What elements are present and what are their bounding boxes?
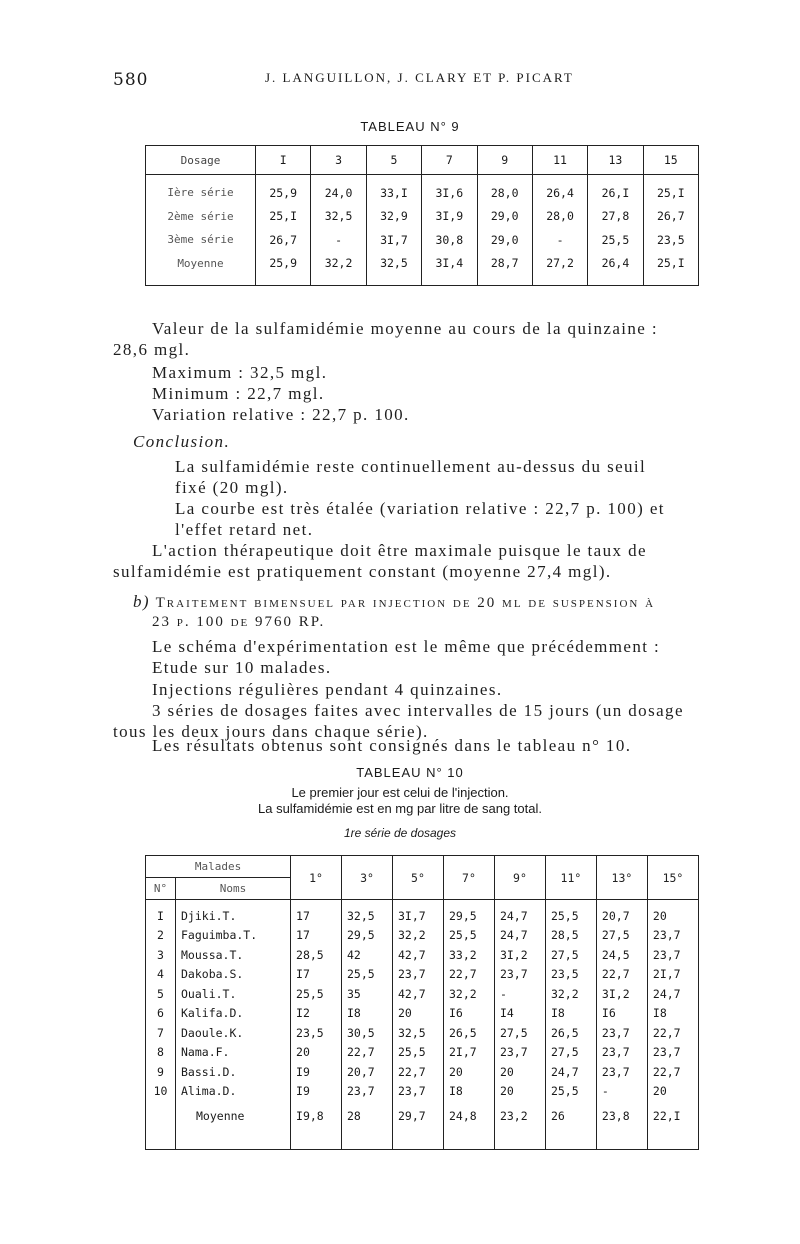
table-cell: 27,5 [596,926,647,946]
table-cell: 24,7 [647,984,698,1004]
average-cell: 24,8 [443,1101,494,1150]
table-cell: 25,5 [291,984,342,1004]
table-cell: 27,2 [532,252,587,286]
table-cell: 23,7 [494,1043,545,1063]
table-cell: 29,5 [342,926,393,946]
table-cell: 20 [291,1043,342,1063]
col-header: 11 [532,146,587,175]
average-label: Moyenne [176,1101,291,1150]
table-cell: 32,5 [311,205,366,229]
table-cell: 26,7 [256,228,311,252]
patient-number: 4 [146,965,176,985]
table-cell: 28,0 [532,205,587,229]
table-cell: 25,5 [545,1082,596,1102]
table-cell: 29,0 [477,205,532,229]
conclusion-2: La courbe est très étalée (variation relative : 22,7 p. 100) et [175,499,665,518]
table-cell: 3I,6 [422,175,477,205]
series-text: 3 séries de dosages faites avec intervalles de 15 jours (un dosage [152,701,684,720]
table-cell: 24,5 [596,945,647,965]
table-cell: I8 [342,1004,393,1024]
table-cell: 23,5 [291,1023,342,1043]
table-cell: 23,7 [392,965,443,985]
schema-text: Le schéma d'expérimentation est le même que précédemment : [152,637,661,656]
tableau-9-header-row [146,146,699,175]
patient-number: 7 [146,1023,176,1043]
conclusion-3: L'action thérapeutique doit être maximale puisque le taux de [152,541,647,560]
table-cell: 25,5 [392,1043,443,1063]
table-cell: 20,7 [342,1062,393,1082]
table-cell: 32,5 [392,1023,443,1043]
table-cell: I7 [291,965,342,985]
table-cell: 25,5 [342,965,393,985]
patient-name: Alima.D. [176,1082,291,1102]
table-cell: 20 [392,1004,443,1024]
table-row [146,1023,699,1043]
table-cell: 25,I [643,252,698,286]
series-text-cont: tous les deux jours dans chaque série). [113,722,429,741]
table-cell: 23,5 [643,228,698,252]
patient-name: Faguimba.T. [176,926,291,946]
table-cell: 28,0 [477,175,532,205]
patient-number: I [146,900,176,926]
table-cell: 2I,7 [443,1043,494,1063]
table-row [146,252,699,286]
patient-number: 10 [146,1082,176,1102]
malades-header: Malades [146,856,291,878]
average-cell: 29,7 [392,1101,443,1150]
patient-name: Djiki.T. [176,900,291,926]
noms-header: Noms [176,878,291,900]
table-cell: 22,7 [443,965,494,985]
table-row [146,900,699,926]
table-cell: 20 [494,1062,545,1082]
table-cell: 25,I [643,175,698,205]
table-cell: 24,7 [494,926,545,946]
table-cell: 25,9 [256,175,311,205]
table-cell: 32,2 [392,926,443,946]
col-header: I [256,146,311,175]
dosage-header: Dosage [146,146,256,175]
patient-number: 8 [146,1043,176,1063]
section-b-heading [133,591,655,614]
table-cell: 33,2 [443,945,494,965]
injections-text: Injections régulières pendant 4 quinzaines. [152,680,503,699]
tableau-10 [145,855,699,1150]
patient-number: 2 [146,926,176,946]
table-cell: - [311,228,366,252]
table-cell: 33,I [366,175,421,205]
table-cell: 17 [291,900,342,926]
patient-number: 9 [146,1062,176,1082]
table-cell: 25,5 [545,900,596,926]
col-header: 3 [311,146,366,175]
table-cell: 3I,9 [422,205,477,229]
table-cell: I9 [291,1082,342,1102]
table-cell: 3I,2 [596,984,647,1004]
text-valeur-cont: 28,6 mgl. [113,340,191,359]
schema-text-cont: Etude sur 10 malades. [152,658,332,677]
table-cell: 27,5 [545,945,596,965]
table-cell: I2 [291,1004,342,1024]
patient-number: 3 [146,945,176,965]
table-row [146,228,699,252]
day-header: 11° [545,856,596,900]
table-cell: 23,5 [545,965,596,985]
table-cell: 23,7 [596,1043,647,1063]
table-cell: 28,5 [291,945,342,965]
average-cell: I9,8 [291,1101,342,1150]
table-cell: 24,7 [545,1062,596,1082]
table-cell: 26,I [588,175,643,205]
table-cell: 22,7 [342,1043,393,1063]
table-cell: 32,2 [545,984,596,1004]
day-header: 13° [596,856,647,900]
table-cell: I6 [596,1004,647,1024]
patient-name: Dakoba.S. [176,965,291,985]
conclusion-1-cont: fixé (20 mgl). [175,478,289,497]
patient-name: Kalifa.D. [176,1004,291,1024]
day-header: 5° [392,856,443,900]
average-cell: 28 [342,1101,393,1150]
conclusion-2-cont: l'effet retard net. [175,520,314,539]
day-header: 1° [291,856,342,900]
row-label: 2ème série [146,205,256,229]
row-label: 3ème série [146,228,256,252]
table-cell: 3I,7 [366,228,421,252]
table-cell: - [532,228,587,252]
table-cell: 20 [647,1082,698,1102]
table-cell: 32,9 [366,205,421,229]
table-cell: 23,7 [647,926,698,946]
average-cell: 26 [545,1101,596,1150]
table-row [146,205,699,229]
table-cell: 23,7 [647,1043,698,1063]
patient-name: Moussa.T. [176,945,291,965]
day-header: 15° [647,856,698,900]
conclusion-3-cont: sulfamidémie est pratiquement constant (moyenne 27,4 mgl). [113,562,612,581]
table-cell: 32,5 [342,900,393,926]
table-cell: 25,9 [256,252,311,286]
table-cell: 27,8 [588,205,643,229]
table-cell: 23,7 [494,965,545,985]
table-cell: I6 [443,1004,494,1024]
table-cell: 22,7 [647,1023,698,1043]
text-valeur: Valeur de la sulfamidémie moyenne au cours de la quinzaine : [152,319,659,338]
table-cell: 23,7 [596,1023,647,1043]
table-cell: 30,5 [342,1023,393,1043]
table-row [146,175,699,205]
table-cell: 26,5 [443,1023,494,1043]
table-cell: 24,0 [311,175,366,205]
table-cell: 17 [291,926,342,946]
table-cell: 29,5 [443,900,494,926]
table-cell: 28,5 [545,926,596,946]
average-row [146,1101,699,1150]
table-row [146,984,699,1004]
table-cell: 2I,7 [647,965,698,985]
table-cell: 32,2 [443,984,494,1004]
table-cell: 23,7 [596,1062,647,1082]
table-cell: 27,5 [494,1023,545,1043]
tableau-9 [145,145,699,286]
day-header: 9° [494,856,545,900]
table-cell: 26,7 [643,205,698,229]
table-cell: 23,7 [342,1082,393,1102]
patient-name: Nama.F. [176,1043,291,1063]
table-cell: 25,5 [588,228,643,252]
day-header: 7° [443,856,494,900]
table-row [146,1082,699,1102]
tableau-10-title: TABLEAU N° 10 [356,765,464,780]
table-cell: 20,7 [596,900,647,926]
table-cell: 26,4 [532,175,587,205]
table-cell: 3I,4 [422,252,477,286]
table-row [146,1062,699,1082]
table-cell: I4 [494,1004,545,1024]
section-b-title-cont: 23 p. 100 de 9760 RP. [152,614,326,630]
table-cell: 22,7 [596,965,647,985]
table-row [146,965,699,985]
patient-number: 6 [146,1004,176,1024]
average-cell: 23,2 [494,1101,545,1150]
table-cell: 29,0 [477,228,532,252]
tableau-10-note-2: La sulfamidémie est en mg par litre de sang total. [258,801,542,816]
table-cell: 25,I [256,205,311,229]
col-header: 5 [366,146,421,175]
text-maximum: Maximum : 32,5 mgl. [152,363,328,382]
table-cell: 35 [342,984,393,1004]
page-number: 580 [113,70,149,90]
table-cell: 3I,2 [494,945,545,965]
table-cell: I8 [545,1004,596,1024]
row-label: Moyenne [146,252,256,286]
section-b-title: Traitement bimensuel par injection de 20 ml de suspension à [155,595,656,611]
table-cell: 26,4 [588,252,643,286]
tableau-10-series-caption: 1re série de dosages [343,826,457,840]
col-header: 13 [588,146,643,175]
table-cell: 3I,7 [392,900,443,926]
col-header: 7 [422,146,477,175]
table-cell: 27,5 [545,1043,596,1063]
table-cell: 20 [494,1082,545,1102]
table-cell: 22,7 [392,1062,443,1082]
table-cell: I9 [291,1062,342,1082]
patient-name: Bassi.D. [176,1062,291,1082]
col-header: 15 [643,146,698,175]
table-cell: 28,7 [477,252,532,286]
patient-number: 5 [146,984,176,1004]
table-cell: 32,2 [311,252,366,286]
conclusion-1: La sulfamidémie reste continuellement au-dessus du seuil [175,457,647,476]
patient-name: Daoule.K. [176,1023,291,1043]
authors: J. LANGUILLON, J. CLARY ET P. PICART [265,70,574,85]
table-cell: 20 [647,900,698,926]
table-cell: 20 [443,1062,494,1082]
table-cell: 25,5 [443,926,494,946]
table-row [146,926,699,946]
table-row [146,945,699,965]
table-cell: 26,5 [545,1023,596,1043]
section-b-label: b) [133,592,150,611]
table-cell: I8 [647,1004,698,1024]
patient-name: Ouali.T. [176,984,291,1004]
average-spacer [146,1101,176,1150]
text-minimum: Minimum : 22,7 mgl. [152,384,325,403]
table-cell: - [596,1082,647,1102]
table-cell: 32,5 [366,252,421,286]
table-cell: 23,7 [392,1082,443,1102]
conclusion-heading: Conclusion. [133,432,231,451]
col-header: 9 [477,146,532,175]
table-cell: 30,8 [422,228,477,252]
table-cell: 23,7 [647,945,698,965]
results-text: Les résultats obtenus sont consignés dans le tableau n° 10. [152,736,632,755]
table-cell: 24,7 [494,900,545,926]
tableau-9-title: TABLEAU N° 9 [360,119,460,134]
table-cell: - [494,984,545,1004]
day-header: 3° [342,856,393,900]
table-cell: I8 [443,1082,494,1102]
tableau-10-header-row-1 [146,856,699,878]
text-variation: Variation relative : 22,7 p. 100. [152,405,410,424]
row-label: Ière série [146,175,256,205]
table-cell: 42,7 [392,984,443,1004]
no-header: N° [146,878,176,900]
average-cell: 22,I [647,1101,698,1150]
table-cell: 42 [342,945,393,965]
table-row [146,1043,699,1063]
table-row [146,1004,699,1024]
table-cell: 42,7 [392,945,443,965]
average-cell: 23,8 [596,1101,647,1150]
tableau-10-note-1: Le premier jour est celui de l'injection. [291,785,509,800]
table-cell: 22,7 [647,1062,698,1082]
